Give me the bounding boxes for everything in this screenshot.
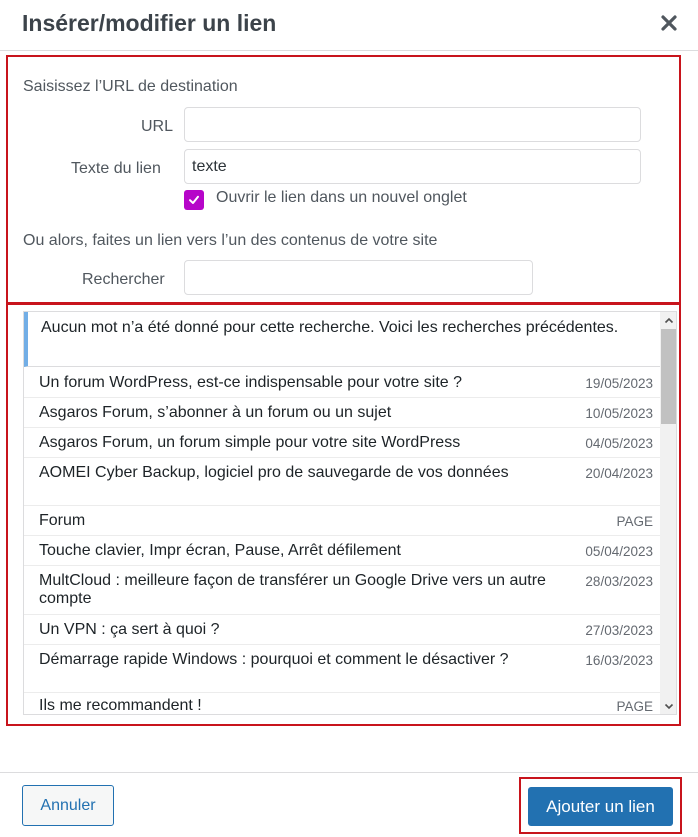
result-date: 27/03/2023	[585, 623, 653, 638]
scrollbar-thumb[interactable]	[661, 329, 676, 424]
result-item[interactable]	[24, 693, 660, 715]
chevron-up-icon	[664, 317, 674, 324]
result-item[interactable]	[24, 536, 660, 566]
result-type: PAGE	[616, 514, 653, 529]
new-tab-label[interactable]: Ouvrir le lien dans un nouvel onglet	[216, 189, 467, 206]
url-heading: Saisissez l’URL de destination	[23, 78, 238, 95]
result-item[interactable]	[24, 506, 660, 536]
result-date: 20/04/2023	[585, 466, 653, 481]
scroll-up-button[interactable]	[660, 312, 677, 328]
result-item[interactable]	[24, 368, 660, 398]
result-item[interactable]	[24, 645, 660, 693]
new-tab-checkbox[interactable]	[184, 190, 204, 210]
result-title: Touche clavier, Impr écran, Pause, Arrêt défilement	[39, 542, 401, 559]
result-item[interactable]	[24, 566, 660, 615]
result-item[interactable]	[24, 398, 660, 428]
result-title: Asgaros Forum, un forum simple pour votre site WordPress	[39, 434, 461, 451]
add-link-button[interactable]: Ajouter un lien	[528, 787, 673, 826]
result-item[interactable]	[24, 458, 660, 506]
submit-highlight	[519, 777, 682, 834]
result-title: AOMEI Cyber Backup, logiciel pro de sauvegarde de vos données	[39, 464, 509, 481]
dialog-title: Insérer/modifier un lien	[22, 10, 277, 36]
result-date: 19/05/2023	[585, 376, 653, 391]
search-label: Rechercher	[82, 271, 165, 288]
result-item[interactable]	[24, 428, 660, 458]
dialog-footer	[0, 772, 698, 837]
results-list[interactable]	[23, 311, 677, 715]
url-label: URL	[141, 118, 174, 135]
chevron-down-icon	[664, 703, 674, 710]
result-title: Un VPN : ça sert à quoi ?	[39, 621, 220, 638]
link-existing-heading: Ou alors, faites un lien vers l’un des contenus de votre site	[23, 232, 438, 249]
result-date: 10/05/2023	[585, 406, 653, 421]
search-results-section	[6, 303, 681, 726]
checkmark-icon	[187, 193, 201, 207]
result-date: 05/04/2023	[585, 544, 653, 559]
result-title: Démarrage rapide Windows : pourquoi et comment le désactiver ?	[39, 651, 509, 668]
link-text-label: Texte du lien	[71, 160, 161, 177]
cancel-button[interactable]: Annuler	[22, 785, 114, 826]
dialog-header	[0, 0, 698, 51]
scroll-down-button[interactable]	[660, 698, 677, 714]
result-title: Asgaros Forum, s’abonner à un forum ou un sujet	[39, 404, 392, 421]
result-date: 04/05/2023	[585, 436, 653, 451]
result-date: 16/03/2023	[585, 653, 653, 668]
result-type: PAGE	[616, 699, 653, 714]
results-scrollbar[interactable]	[660, 312, 677, 714]
results-notice: Aucun mot n’a été donné pour cette recherche. Voici les recherches précédentes.	[24, 312, 660, 367]
result-title: Forum	[39, 512, 86, 529]
url-input[interactable]	[184, 107, 641, 142]
result-title: Ils me recommandent !	[39, 697, 202, 714]
result-item[interactable]	[24, 615, 660, 645]
result-title: MultCloud : meilleure façon de transférer un Google Drive vers un autre compte	[39, 572, 546, 607]
link-options-section	[6, 55, 681, 304]
search-input[interactable]	[184, 260, 533, 295]
close-button[interactable]	[654, 10, 684, 40]
result-date: 28/03/2023	[585, 574, 653, 589]
close-icon	[660, 14, 678, 37]
result-title: Un forum WordPress, est-ce indispensable pour votre site ?	[39, 374, 463, 391]
link-text-input[interactable]	[184, 149, 641, 184]
